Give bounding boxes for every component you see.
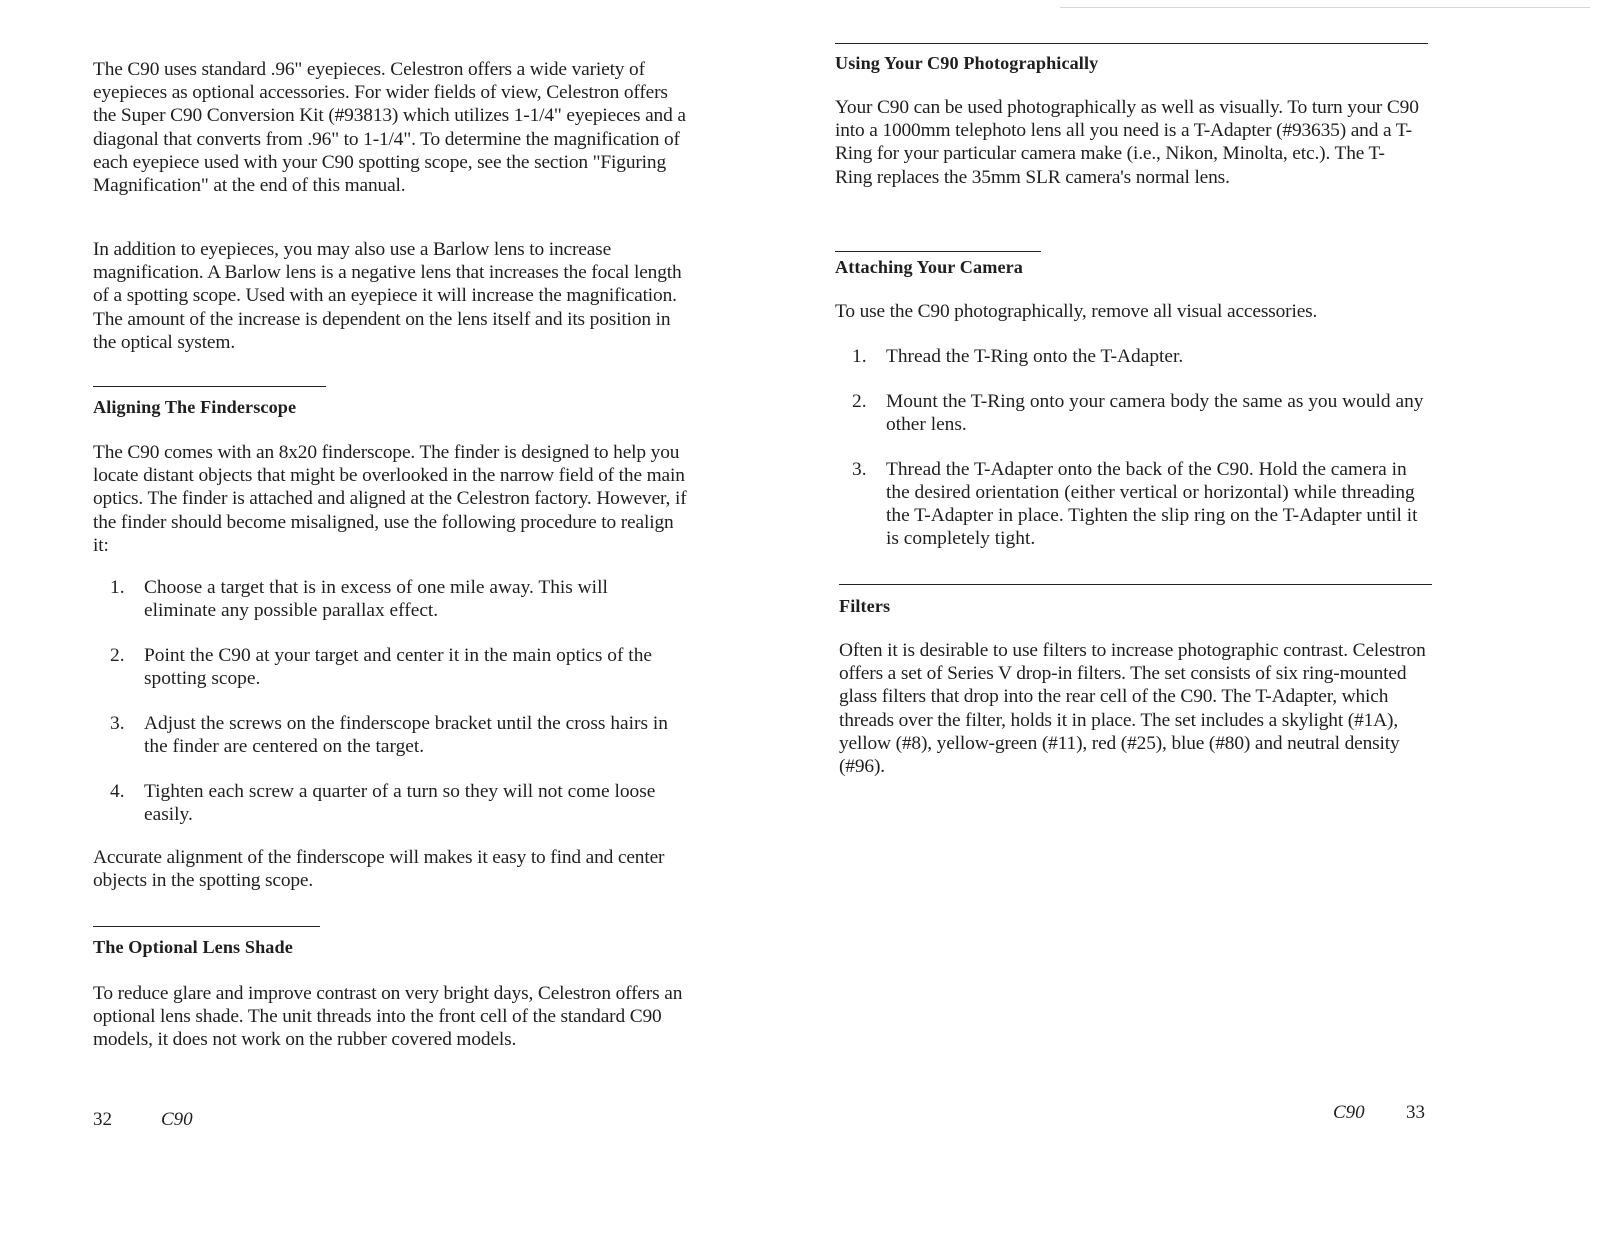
step-number: 4. — [110, 780, 125, 802]
camera-heading: Attaching Your Camera — [835, 257, 1023, 277]
page-number: 33 — [1406, 1102, 1425, 1123]
footer-title: C90 — [161, 1109, 193, 1130]
step-number: 2. — [852, 390, 867, 412]
photo-heading: Using Your C90 Photographically — [835, 53, 1099, 73]
step-number: 3. — [110, 712, 125, 734]
camera-steps — [835, 345, 1435, 550]
finderscope-steps — [93, 576, 678, 826]
step-text: Point the C90 at your target and center it in the main optics of the spotting scope. — [144, 644, 652, 690]
lens-shade-heading: The Optional Lens Shade — [93, 937, 293, 957]
finderscope-closing: Accurate alignment of the finderscope will makes it easy to find and center objects in the spotting scope. — [93, 847, 665, 892]
lens-shade-paragraph: To reduce glare and improve contrast on very bright days, Celestron offers an optional lens shade. The unit threads into the front cell of the standard C90 models, it does not work on the rubber covered models. — [93, 983, 683, 1051]
section-rule — [93, 386, 326, 387]
list-item — [835, 390, 1435, 436]
step-number: 1. — [110, 577, 125, 598]
photo-paragraph: Your C90 can be used photographically as well as visually. To turn your C90 into a 1000mm telephoto lens all you need is a T-Adapter (#93635) and a T-Ring for your particular camera make (i.e., Nikon, Minolta, etc.). The T-Ring replaces the 35mm SLR camera's normal lens. — [835, 97, 1419, 188]
step-text: Choose a target that is in excess of one mile away. This will eliminate any possible parallax effect. — [144, 577, 608, 622]
page-number: 32 — [93, 1109, 112, 1130]
step-text: Thread the T-Adapter onto the back of the C90. Hold the camera in the desired orientation (either vertical or horizontal) while threading the T-Adapter in place. Tighten the slip ring on the T-Adapter until it is completely tight. — [886, 458, 1418, 550]
section-rule — [93, 926, 320, 927]
step-number: 1. — [852, 346, 867, 367]
barlow-paragraph: In addition to eyepieces, you may also use a Barlow lens to increase magnification. A Barlow lens is a negative lens that increases the focal length of a spotting scope. Used with an eyepiece it will increase the magnification. The amount of the increase is dependent on the lens itself and its position in the optical system. — [93, 239, 682, 353]
finderscope-heading: Aligning The Finderscope — [93, 397, 297, 417]
list-item — [835, 345, 1435, 368]
eyepiece-paragraph: The C90 uses standard .96" eyepieces. Celestron offers a wide variety of eyepieces as optional accessories. For wider fields of view, Celestron offers the Super C90 Conversion Kit (#93813) which utilizes 1-1/4" eyepieces and a diagonal that converts from .96" to 1-1/4". To determine the magnification of each eyepiece used with your C90 spotting scope, see the section "Figuring Magnification" at the end of this manual. — [93, 59, 686, 197]
step-text: Adjust the screws on the finderscope bracket until the cross hairs in the finder are centered on the target. — [144, 712, 668, 758]
section-rule — [835, 251, 1041, 252]
finderscope-intro: The C90 comes with an 8x20 finderscope. The finder is designed to help you locate distant objects that might be overlooked in the narrow field of the main optics. The finder is attached and aligned at the Celestron factory. However, if the finder should become misaligned, use the following procedure to realign it: — [93, 442, 687, 556]
list-item — [93, 644, 678, 690]
footer-title: C90 — [1333, 1102, 1365, 1123]
step-text: Tighten each screw a quarter of a turn so they will not come loose easily. — [144, 780, 656, 825]
section-rule — [835, 43, 1428, 44]
camera-intro: To use the C90 photographically, remove all visual accessories. — [835, 301, 1318, 322]
list-item — [93, 712, 678, 758]
step-text: Mount the T-Ring onto your camera body the same as you would any other lens. — [886, 390, 1424, 435]
list-item — [93, 576, 678, 622]
step-number: 3. — [852, 458, 867, 480]
step-number: 2. — [110, 644, 125, 666]
scan-edge-line — [1060, 7, 1590, 8]
filters-paragraph: Often it is desirable to use filters to increase photographic contrast. Celestron offers a set of Series V drop-in filters. The set consists of six ring-mounted glass filters that drop into the rear cell of the C90. The T-Adapter, which threads over the filter, holds it in place. The set includes a skylight (#1A), yellow (#8), yellow-green (#11), red (#25), blue (#80) and neutral density (#96). — [839, 640, 1426, 778]
step-text: Thread the T-Ring onto the T-Adapter. — [886, 346, 1184, 367]
list-item — [835, 458, 1435, 551]
list-item — [93, 780, 678, 826]
filters-heading: Filters — [839, 596, 891, 616]
section-rule — [839, 584, 1432, 585]
